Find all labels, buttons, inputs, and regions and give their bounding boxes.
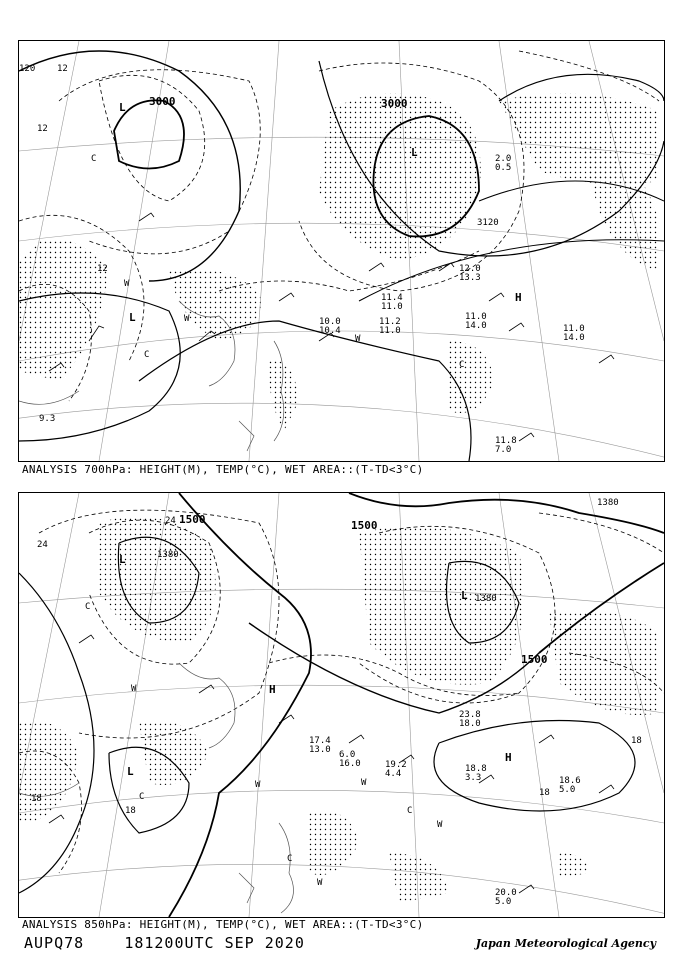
station-value: 6.0 (339, 750, 356, 760)
temp-label-18-s: 18 (125, 806, 136, 816)
station-value: 5.0 (559, 785, 576, 795)
station-value: 11.0 (465, 312, 487, 322)
agency-credit: Japan Meteorological Agency (475, 937, 656, 950)
station-value: 2.0 (495, 154, 512, 164)
temp-label-24-w: 24 (37, 540, 48, 550)
height-label-1380: 1380 (157, 550, 179, 560)
product-id: AUPQ78 (24, 934, 85, 952)
height-label-120: 120 (19, 64, 36, 74)
station-value: 11.4 (381, 293, 403, 303)
station-value: 19.2 (385, 760, 407, 770)
map-panel-700hpa (18, 40, 665, 462)
warm-center-2: W (184, 314, 190, 324)
high-center-2: H (505, 751, 512, 764)
low-center-1: L (119, 101, 126, 114)
low-center-1: L (119, 553, 126, 566)
height-label-1500: 1500 (179, 513, 206, 526)
temp-label-24-n: 24 (165, 516, 176, 526)
low-center-3: L (129, 311, 136, 324)
cold-center-3: C (459, 360, 465, 370)
warm-center-1: W (124, 279, 130, 289)
warm-center-5: W (317, 878, 323, 888)
station-plots (39, 154, 585, 455)
warm-center-1: W (131, 684, 137, 694)
valid-time: 181200UTC SEP 2020 (124, 934, 305, 952)
station-value: 14.0 (465, 321, 487, 331)
height-label-1500-mid: 1500 (351, 519, 378, 532)
caption-700hpa: ANALYSIS 700hPa: HEIGHT(M), TEMP(°C), WET AREA::(T-TD<3°C) (22, 463, 424, 476)
warm-center-2: W (255, 780, 261, 790)
low-center-2: L (461, 589, 468, 602)
low-center-3: L (127, 765, 134, 778)
station-value: 5.0 (495, 897, 512, 907)
station-value: 11.0 (381, 302, 403, 312)
height-label-3120: 3120 (477, 218, 499, 228)
station-value: 11.0 (563, 324, 585, 334)
high-center-1: H (269, 683, 276, 696)
station-value: 13.3 (459, 273, 481, 283)
cold-center-1: C (85, 602, 91, 612)
temp-label-18-sw: 18 (31, 794, 42, 804)
cold-center-3: C (407, 806, 413, 816)
warm-center-3: W (355, 334, 361, 344)
wet-area-stipple (19, 516, 659, 903)
low-center-2: L (411, 146, 418, 159)
height-label-1380-east: 1380 (475, 594, 497, 604)
station-value: 11.8 (495, 436, 517, 446)
temp-label-12-nw: 12 (57, 64, 68, 74)
station-value: 18.0 (459, 719, 481, 729)
station-value: 4.4 (385, 769, 402, 779)
temp-label-12-w: 12 (37, 124, 48, 134)
station-value: 0.5 (495, 163, 512, 173)
station-value: 10.4 (319, 326, 341, 336)
map-850hpa (19, 493, 664, 917)
station-value: 14.0 (563, 333, 585, 343)
warm-center-4: W (437, 820, 443, 830)
height-label-3000-east: 3000 (381, 97, 408, 110)
height-label-3000: 3000 (149, 95, 176, 108)
station-value: 3.3 (465, 773, 482, 783)
temp-label-12-sw: 12 (97, 264, 108, 274)
cold-center-4: C (287, 854, 293, 864)
station-value: 11.2 (379, 317, 401, 327)
chart-id-and-time (24, 934, 305, 952)
station-value: 13.0 (309, 745, 331, 755)
height-label-1380-ne: 1380 (597, 498, 619, 508)
high-center: H (515, 291, 522, 304)
station-value: 7.0 (495, 445, 512, 455)
cold-center-2: C (144, 350, 150, 360)
station-value: 18.8 (465, 764, 487, 774)
warm-center-3: W (361, 778, 367, 788)
map-panel-850hpa (18, 492, 665, 918)
station-value: 12.0 (459, 264, 481, 274)
station-value: 10.0 (319, 317, 341, 327)
cold-center-2: C (139, 792, 145, 802)
station-value: 20.0 (495, 888, 517, 898)
station-value: 18.6 (559, 776, 581, 786)
station-value: 11.0 (379, 326, 401, 336)
station-value: 23.8 (459, 710, 481, 720)
station-value: 9.3 (39, 414, 56, 424)
station-value: 16.0 (339, 759, 361, 769)
temp-label-18-e: 18 (631, 736, 642, 746)
caption-850hpa: ANALYSIS 850hPa: HEIGHT(M), TEMP(°C), WET AREA::(T-TD<3°C) (22, 918, 424, 931)
station-value: 17.4 (309, 736, 331, 746)
station-plots (309, 710, 581, 907)
height-label-1500-east: 1500 (521, 653, 548, 666)
cold-center-1: C (91, 154, 97, 164)
temp-label-18-se: 18 (539, 788, 550, 798)
map-700hpa (19, 41, 664, 461)
